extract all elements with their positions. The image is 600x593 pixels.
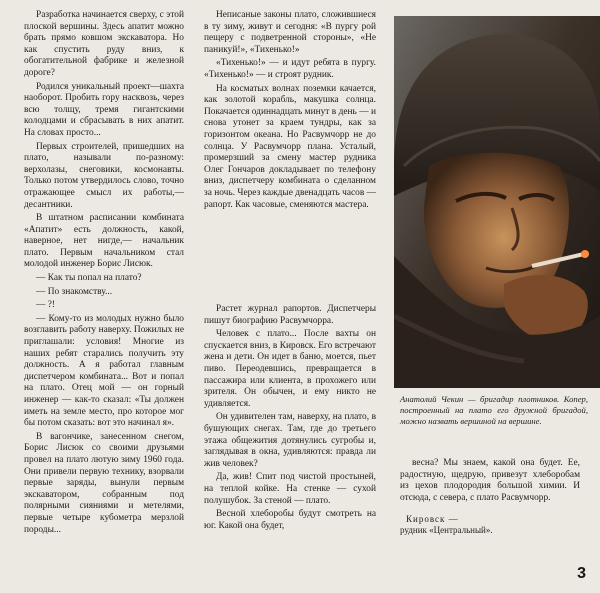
- paragraph: Первых строителей, пришедших на плато, называли по-разному: верхолазы, снеговики, космонавты. Только потом утвердилось слово, точно отражающее смысл их работы,— десантники.: [24, 141, 184, 210]
- dialogue-line: — Как ты попал на плато?: [36, 273, 142, 284]
- paragraph: Да, жив! Спит под чистой простыней, на теплой койке. На стенке — сухой полушубок. За стеной — плато.: [204, 472, 376, 506]
- article-column-2-continued: [204, 304, 376, 534]
- page-number: 3: [577, 565, 586, 582]
- paragraph: Разработка начинается сверху, с этой плоской вершины. Здесь апатит можно брать прямо ковшом экскаватора. Но как спустить руду вниз, к обогатительной фабрике и железной дороге?: [24, 10, 184, 78]
- paragraph: В штатном расписании комбината «Апатит» есть должность, какой, наверное, нет нигде,— начальник плато. Первым начальником стал молодой инженер Борис Лисюк.: [24, 213, 184, 270]
- paragraph: Растет журнал рапортов. Диспетчеры пишут биографию Расвумчорра.: [204, 304, 376, 326]
- paragraph: Он удивителен там, наверху, на плато, в бушующих снегах. Там, где до третьего этажа общежития дотянулись сугробы и, заглядывая в окна, удивляются: правда ли жив человек?: [204, 412, 376, 469]
- paragraph: весна? Мы знаем, какой она будет. Ее, радостную, щедрую, привезут хлеборобам из цехов плодородия большой химии. И отсюда, с севера, с плато Расвумчорр.: [400, 458, 580, 503]
- paragraph: В вагончике, занесенном снегом, Борис Лисюк со своими друзьями провел на плато лютую зиму 1960 года. Они привели первую технику, взорвали первые заряды, вынули первым экскаватором, собранным под полярными сияниями и метелями, первые четыре кубометра мерзлой породы...: [24, 431, 184, 535]
- paragraph: Неписаные законы плато, сложившиеся в ту зиму, живут и сегодня: «В пургу рой пещеру с подветренной стороны», «Не паникуй!», «Тихенько!»: [204, 10, 376, 55]
- portrait-illustration: [394, 16, 600, 388]
- signature: [400, 514, 580, 536]
- paragraph: Весной хлеборобы будут смотреть на юг. Какой она будет,: [204, 509, 376, 531]
- dialogue-line: — По знакомству...: [36, 286, 113, 297]
- paragraph: Человек с плато... После вахты он спускается вниз, в Кировск. Его встречают жена и дети. Он идет в баню, моется, пьет пиво. Переодевшись, превращается в пассажира или клиента, в прохожего или зрителя. Он обычен, и ему никто не удивляется.: [204, 329, 376, 409]
- paragraph: На косматых волнах поземки качается, как золотой корабль, макушка солнца. Покачается одиннадцать минут в день — и снова утонет за краем тундры, как за горизонтом океана. Но Расвумчорр не до солнца. У Расвумчорр плана. Усталый, промерзший за смену мастер рудника Олег Гончаров докладывает по телефону вниз, диспетчеру комбината о сделанном за ночь. Через каждые двенадцать часов — рапорт. Как часовые, сменяются мастера.: [204, 83, 377, 210]
- article-column-2: [204, 10, 376, 213]
- article-column-1: [24, 10, 184, 538]
- paragraph: «Тихенько!» — и идут ребята в пургу. «Тихенько!» — и строят рудник.: [204, 58, 376, 80]
- portrait-photo: [394, 16, 600, 388]
- paragraph: Родился уникальный проект—шахта наоборот. Пробить гору насквозь, через всю толщу, тремя гигантскими колодцами и сбрасывать в них апатит. На словах просто...: [24, 81, 184, 138]
- photo-caption: Анатолий Чекин — бригадир плотников. Копер, построенный на плато его дружной бригадой, можно назвать вершиной на вершине.: [400, 394, 588, 427]
- dialogue-line: — ?!: [36, 300, 56, 311]
- signature-place: Кировск —: [406, 514, 459, 525]
- dialogue-line: — Кому-то из молодых нужно было возглавить работу наверху. Пожилых не приглашали: условия! Многие из наших ребят старались получить эту должность. А я работал главным диспетчером комбината... Вот и попал на плато. Отец мой — он горный инженер — как-то сказал: «Ты должен иметь на земле место, про которое мог бы потом сказать: вот это начинал я».: [24, 313, 184, 429]
- signature-site: рудник «Центральный».: [400, 525, 493, 536]
- article-column-3: [400, 458, 580, 536]
